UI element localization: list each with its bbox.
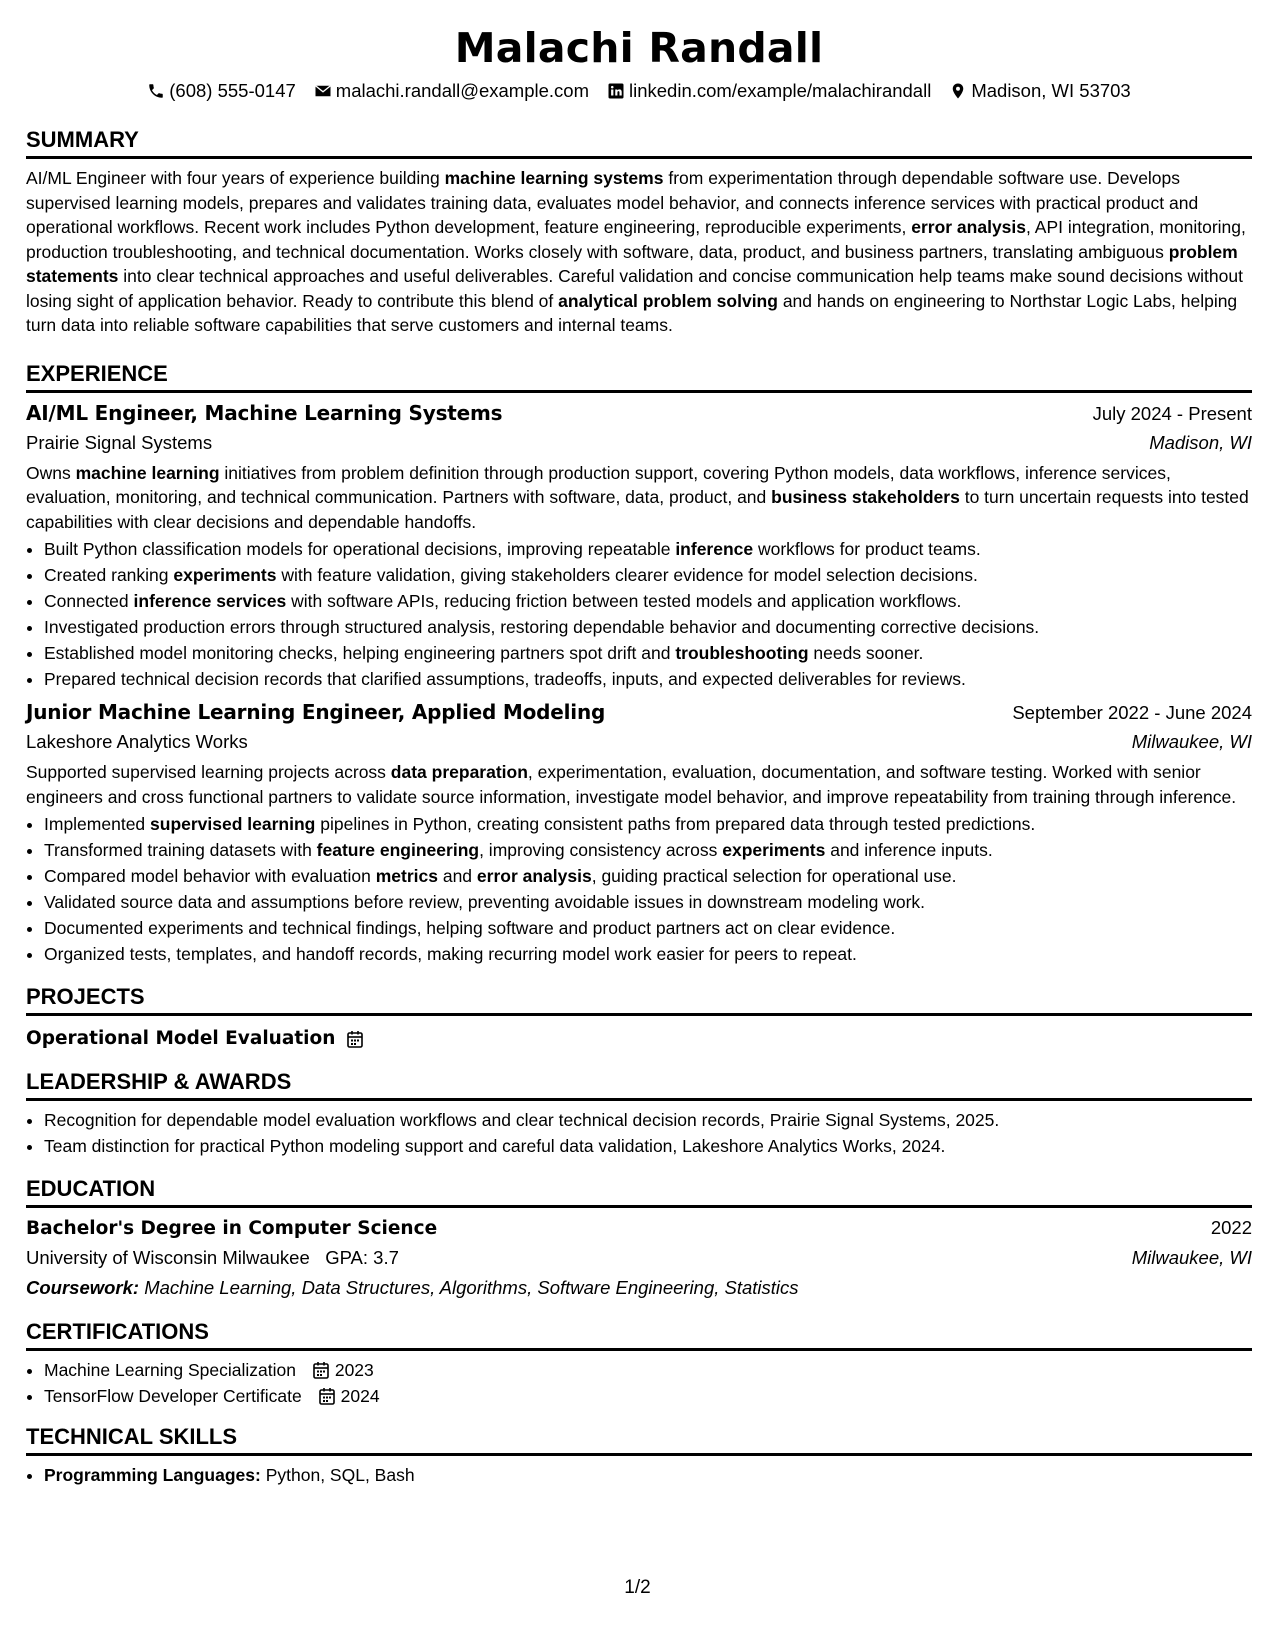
section-title: LEADERSHIP & AWARDS (26, 1068, 1252, 1101)
bold-keyword: business stakeholders (771, 487, 960, 507)
text-run: , improving consistency across (479, 840, 723, 860)
project-item (26, 1026, 1252, 1052)
degree-name: Bachelor's Degree in Computer Science (26, 1218, 438, 1239)
text-run: Validated source data and assumptions before review, preventing avoidable issues in downstream modeling work. (44, 892, 926, 912)
linkedin-icon (607, 82, 625, 100)
calendar-icon (319, 1387, 335, 1405)
text-run: and (437, 866, 477, 886)
text-run: Built Python classification models for operational decisions, improving repeatable (44, 539, 676, 559)
bold-keyword: analytical problem solving (558, 290, 778, 311)
job-bullets (26, 811, 1252, 967)
text-run: Owns (26, 462, 76, 483)
gpa: GPA: 3.7 (325, 1247, 399, 1268)
contact-email[interactable] (314, 78, 589, 104)
projects-section (26, 983, 1252, 1052)
section-title: EXPERIENCE (26, 360, 1252, 393)
envelope-icon (314, 82, 332, 100)
skills-list (26, 1462, 1252, 1488)
bold-keyword: problem statements (26, 241, 1238, 286)
list-item (44, 837, 1252, 863)
text-run: Organized tests, templates, and handoff records, making recurring model work easier for peers to repeat. (44, 944, 857, 964)
list-item (44, 1383, 1252, 1409)
text-run: with feature validation, giving stakeholders clearer evidence for model selection decisions. (276, 565, 978, 585)
list-item (44, 1357, 1252, 1383)
bold-keyword: inference services (133, 591, 287, 611)
list-item (44, 536, 1252, 562)
text-run: Connected (44, 591, 134, 611)
text-run: , guiding practical selection for operational use. (591, 866, 957, 886)
phone-text: (608) 555-0147 (169, 80, 296, 101)
bold-keyword: metrics (375, 866, 438, 886)
text-run: with software APIs, reducing friction between tested models and application workflows. (286, 591, 962, 611)
list-item (44, 863, 1252, 889)
awards-list (26, 1107, 1252, 1159)
resume-page (26, 20, 1252, 1488)
cert-name: • Machine Learning Specialization (44, 1360, 296, 1380)
skill-value: Python, SQL, Bash (265, 1465, 415, 1485)
text-run: and inference inputs. (825, 840, 993, 860)
list-item (44, 640, 1252, 666)
coursework (26, 1272, 1252, 1304)
cert-list (26, 1357, 1252, 1409)
list-item (44, 811, 1252, 837)
school-name: University of Wisconsin Milwaukee (26, 1247, 310, 1268)
summary-text (26, 166, 1252, 338)
text-run: initiatives from problem definition through production support, covering Python models, data workflows, inference services, evaluation, monitoring, and technical communication. Partners with software, data, product, and (26, 462, 1171, 507)
section-title: SUMMARY (26, 126, 1252, 159)
section-title: TECHNICAL SKILLS (26, 1423, 1252, 1456)
leadership-section (26, 1068, 1252, 1159)
job-bullets (26, 536, 1252, 692)
text-run: Compared model behavior with evaluation (44, 866, 376, 886)
bold-keyword: experiments (173, 565, 277, 585)
text-run: Transformed training datasets with (44, 840, 317, 860)
text-run: pipelines in Python, creating consistent paths from prepared data through tested predictions. (315, 814, 1036, 834)
bold-keyword: machine learning (75, 462, 220, 483)
skill-label: Programming Languages: (44, 1465, 261, 1485)
section-title: CERTIFICATIONS (26, 1318, 1252, 1351)
project-name: Operational Model Evaluation (26, 1028, 336, 1049)
text-run: Documented experiments and technical findings, helping software and product partners act on clear evidence. (44, 918, 896, 938)
list-item (44, 666, 1252, 692)
list-item (44, 915, 1252, 941)
bold-keyword: troubleshooting (675, 643, 809, 663)
text-run: workflows for product teams. (753, 539, 981, 559)
text-run: Implemented (44, 814, 151, 834)
map-pin-icon (949, 82, 967, 100)
job-location: Milwaukee, WI (1131, 731, 1252, 752)
education-section (26, 1175, 1252, 1304)
contact-phone[interactable] (147, 78, 296, 104)
list-item (44, 941, 1252, 967)
list-item: • Recognition for dependable model evaluation workflows and clear technical decision records, Prairie Signal Systems, 2025. (44, 1107, 1252, 1133)
experience-section (26, 360, 1252, 968)
bold-keyword: machine learning systems (444, 168, 664, 188)
text-run: , experimentation, evaluation, documentation, and software testing. Worked with senior engineers and cross functional partners to validate source information, investigate model behavior, and improve repeatability from training through inference. (26, 762, 1237, 807)
email-text: malachi.randall@example.com (335, 80, 589, 101)
contact-location (949, 78, 1130, 104)
bold-keyword: experiments (722, 840, 826, 860)
list-item (44, 562, 1252, 588)
company-name: Lakeshore Analytics Works (26, 731, 248, 752)
job-dates: September 2022 - June 2024 (1012, 702, 1252, 723)
job-entry (26, 399, 1252, 693)
text-run: Supported supervised learning projects across (26, 762, 391, 782)
cert-year: 2024 (340, 1386, 380, 1406)
section-title: PROJECTS (26, 983, 1252, 1016)
list-item: • Team distinction for practical Python modeling support and careful data validation, Lakeshore Analytics Works, 2024. (44, 1133, 1252, 1159)
certifications-section (26, 1318, 1252, 1409)
job-entry (26, 698, 1252, 967)
phone-icon (147, 82, 165, 100)
bold-keyword: supervised learning (150, 814, 316, 834)
school-info (26, 1244, 399, 1272)
job-location: Madison, WI (1149, 431, 1252, 453)
bold-keyword: feature engineering (316, 840, 480, 860)
contact-linkedin[interactable] (607, 78, 931, 104)
calendar-icon (347, 1030, 363, 1048)
job-dates: July 2024 - Present (1092, 402, 1252, 424)
text-run: into clear technical approaches and useful deliverables. Careful validation and concise communication help teams make sound decisions without losing sight of application behavior. Ready to contribute this blend of (26, 266, 1243, 311)
text-run: and hands on engineering to Northstar Logic Labs, helping turn data into reliable software capabilities that serve customers and internal teams. (26, 290, 1238, 335)
text-run: Established model monitoring checks, helping engineering partners spot drift and (44, 643, 676, 663)
cert-year: 2023 (334, 1360, 374, 1380)
coursework-list: Machine Learning, Data Structures, Algorithms, Software Engineering, Statistics (144, 1277, 799, 1298)
candidate-name: Malachi Randall (454, 24, 824, 72)
text-run: needs sooner. (808, 643, 924, 663)
skills-section (26, 1423, 1252, 1488)
coursework-label: Coursework: (26, 1277, 140, 1298)
text-run: Investigated production errors through structured analysis, restoring dependable behavior and documenting corrective decisions. (44, 617, 1040, 637)
list-item (44, 588, 1252, 614)
company-name: Prairie Signal Systems (26, 431, 213, 453)
text-run: Created ranking (44, 565, 174, 585)
bold-keyword: data preparation (390, 762, 528, 782)
text-run: from experimentation through dependable software use. Develops supervised learning models, prepares and validates training data, evaluates model behavior, and connects inference services with practical product and operational workflows. Recent work includes Python development, feature engineering, reproducible experiments, (26, 168, 1199, 237)
list-item (44, 614, 1252, 640)
section-title: EDUCATION (26, 1175, 1252, 1208)
list-item (44, 889, 1252, 915)
school-location: Milwaukee, WI (1131, 1247, 1252, 1268)
bold-keyword: inference (675, 539, 754, 559)
bold-keyword: error analysis (911, 217, 1027, 237)
contact-bar (26, 78, 1252, 104)
text-run: Prepared technical decision records that clarified assumptions, tradeoffs, inputs, and expected deliverables for reviews. (44, 669, 966, 689)
graduation-year: 2022 (1210, 1217, 1252, 1238)
location-text: Madison, WI 53703 (971, 80, 1131, 101)
cert-name: • TensorFlow Developer Certificate (44, 1386, 302, 1406)
text-run: to turn uncertain requests into tested capabilities with clear decisions and dependable handoffs. (26, 487, 1249, 532)
calendar-icon (313, 1361, 329, 1379)
summary-section (26, 126, 1252, 338)
page-number: 1/2 (624, 1577, 651, 1598)
linkedin-text: linkedin.com/example/malachirandall (629, 80, 932, 101)
text-run: AI/ML Engineer with four years of experience building (26, 168, 445, 188)
bold-keyword: error analysis (476, 866, 592, 886)
job-description (26, 461, 1252, 535)
list-item (44, 1462, 1252, 1488)
text-run: , API integration, monitoring, production troubleshooting, and technical documentation. Works closely with software, data, product, and business partners, translating ambiguous (26, 217, 1246, 262)
job-description (26, 760, 1252, 809)
job-title: Junior Machine Learning Engineer, Applied Modeling (26, 700, 606, 724)
job-title: AI/ML Engineer, Machine Learning Systems (26, 400, 503, 425)
